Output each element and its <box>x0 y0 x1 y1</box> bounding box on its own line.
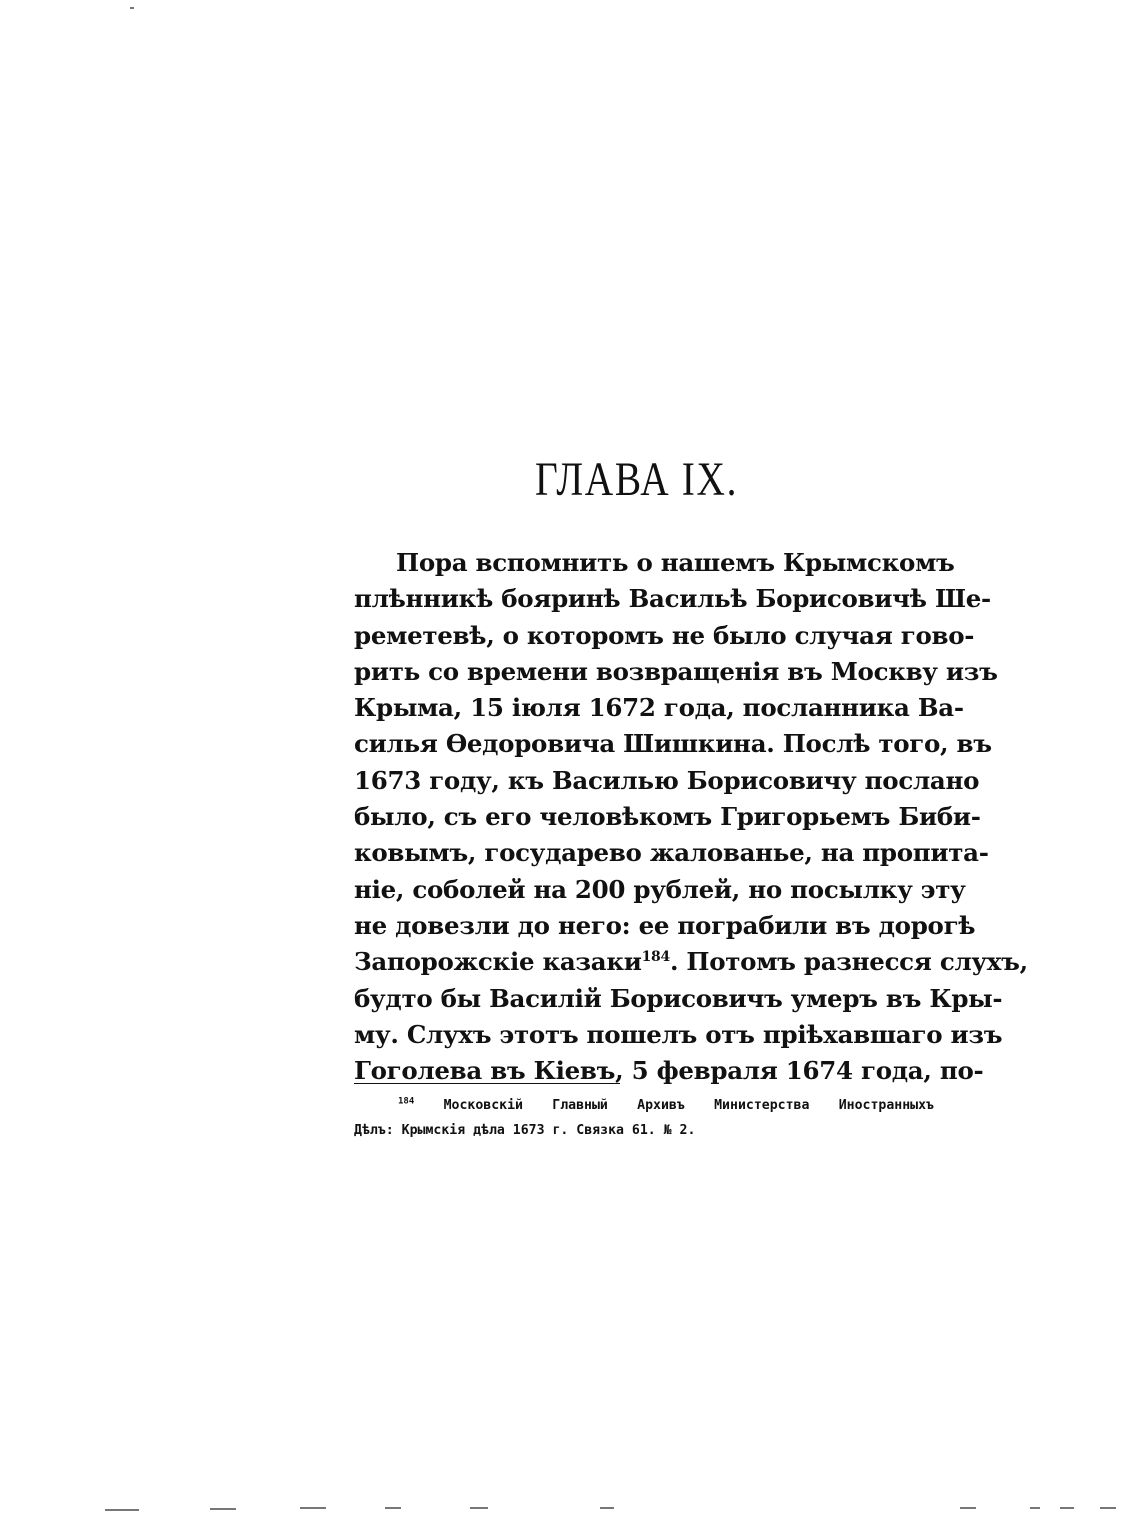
text-line: не довезли до него: ее пограбили въ дорогѣ <box>354 910 976 940</box>
footnote-reference: 184 <box>641 949 670 966</box>
text-fragment: . Потомъ разнесся слухъ, <box>669 947 1028 977</box>
text-line: силья Ѳедоровича Шишкина. Послѣ того, въ <box>354 729 992 759</box>
text-line: му. Слухъ этотъ пошелъ отъ пріѣхавшаго изъ <box>354 1019 1003 1049</box>
text-line-with-footnote <box>354 944 1028 980</box>
text-line: ковымъ, государево жалованье, на пропита- <box>354 838 989 868</box>
footnote-number: 184 <box>398 1096 415 1107</box>
text-line: рить со времени возвращенія въ Москву изъ <box>354 656 998 686</box>
text-line: реметевѣ, о которомъ не было случая гово- <box>354 620 975 650</box>
text-line: было, съ его человѣкомъ Григорьемъ Биби- <box>354 802 981 832</box>
text-line: 1673 году, къ Василью Борисовичу послано <box>354 765 980 795</box>
footnote-line <box>354 1093 934 1118</box>
text-line: плѣнникѣ бояринѣ Васильѣ Борисовичѣ Ше- <box>354 584 991 614</box>
text-line: Гоголева въ Кіевъ, 5 февраля 1674 года, по- <box>354 1056 984 1086</box>
footnote-line: Дѣлъ: Крымскія дѣла 1673 г. Связка 61. № 2. <box>354 1123 696 1138</box>
footnote-separator <box>354 1083 620 1084</box>
chapter-paragraph <box>354 545 1028 1089</box>
text-line: Пора вспомнить о нашемъ Крымскомъ <box>396 548 955 577</box>
footnote <box>354 1093 934 1143</box>
text-fragment: Запорожскіе казаки <box>354 947 642 977</box>
text-line: будто бы Василій Борисовичъ умеръ въ Кры- <box>354 983 1003 1013</box>
chapter-title: ГЛАВА IX. <box>535 453 739 506</box>
text-line: ніе, соболей на 200 рублей, но посылку эту <box>354 874 966 904</box>
footnote-text: Московскій Главный Архивъ Министерства Иностранныхъ <box>443 1098 934 1113</box>
text-line: Крыма, 15 іюля 1672 года, посланника Ва- <box>354 693 964 723</box>
